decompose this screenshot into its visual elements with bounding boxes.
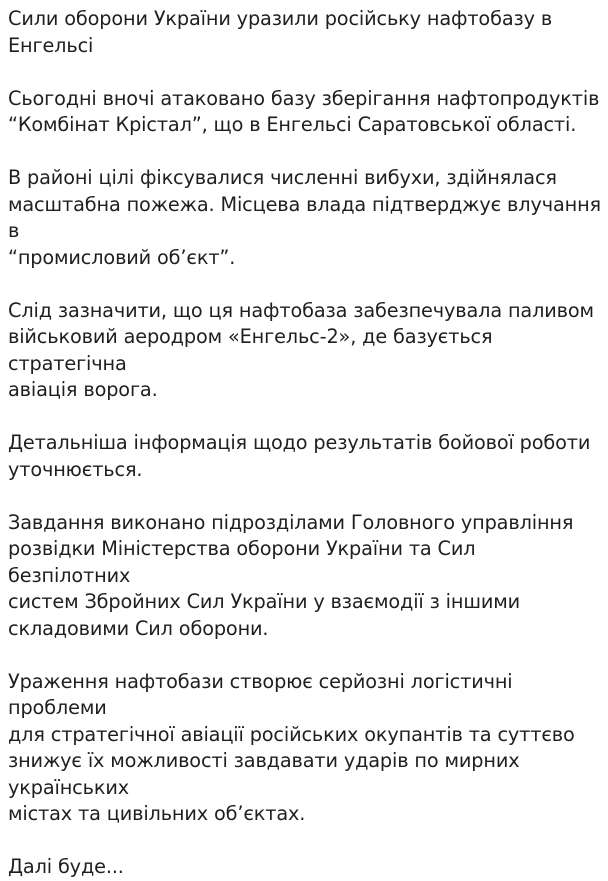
post-paragraph-units: Завдання виконано підрозділами Головного управління розвідки Міністерства оборони України та Сил безпілотних систем Збройних Сил України у взаємодії з іншими складовими Сил оборони. bbox=[8, 510, 574, 640]
post-headline: Сили оборони України уразили російську нафтобазу в Енгельсі bbox=[8, 7, 553, 57]
post-paragraph-explosions: В районі цілі фіксувалися численні вибухи, здійнялася масштабна пожежа. Місцева влада підтверджує влучання в “промисловий об’єкт”. bbox=[8, 166, 601, 269]
post-paragraph-airfield: Слід зазначити, що ця нафтобаза забезпечувала паливом військовий аеродром «Енгельс-2», де базується стратегічна авіація ворога. bbox=[8, 298, 594, 401]
post-paragraph-to-be-continued: Далі буде... bbox=[8, 855, 124, 878]
post-paragraph-impact: Ураження нафтобази створює серйозні логістичні проблеми для стратегічної авіації російських окупантів та суттєво знижує їх можливості завдавати ударів по мирних українських містах та цивільних об’єктах. bbox=[8, 669, 575, 825]
post-paragraph-details: Детальніша інформація щодо результатів бойової роботи уточнюється. bbox=[8, 431, 591, 481]
post-paragraph-attack: Сьогодні вночі атаковано базу зберігання нафтопродуктів “Комбінат Крістал”, що в Енгельсі Саратовської області. bbox=[8, 86, 600, 136]
